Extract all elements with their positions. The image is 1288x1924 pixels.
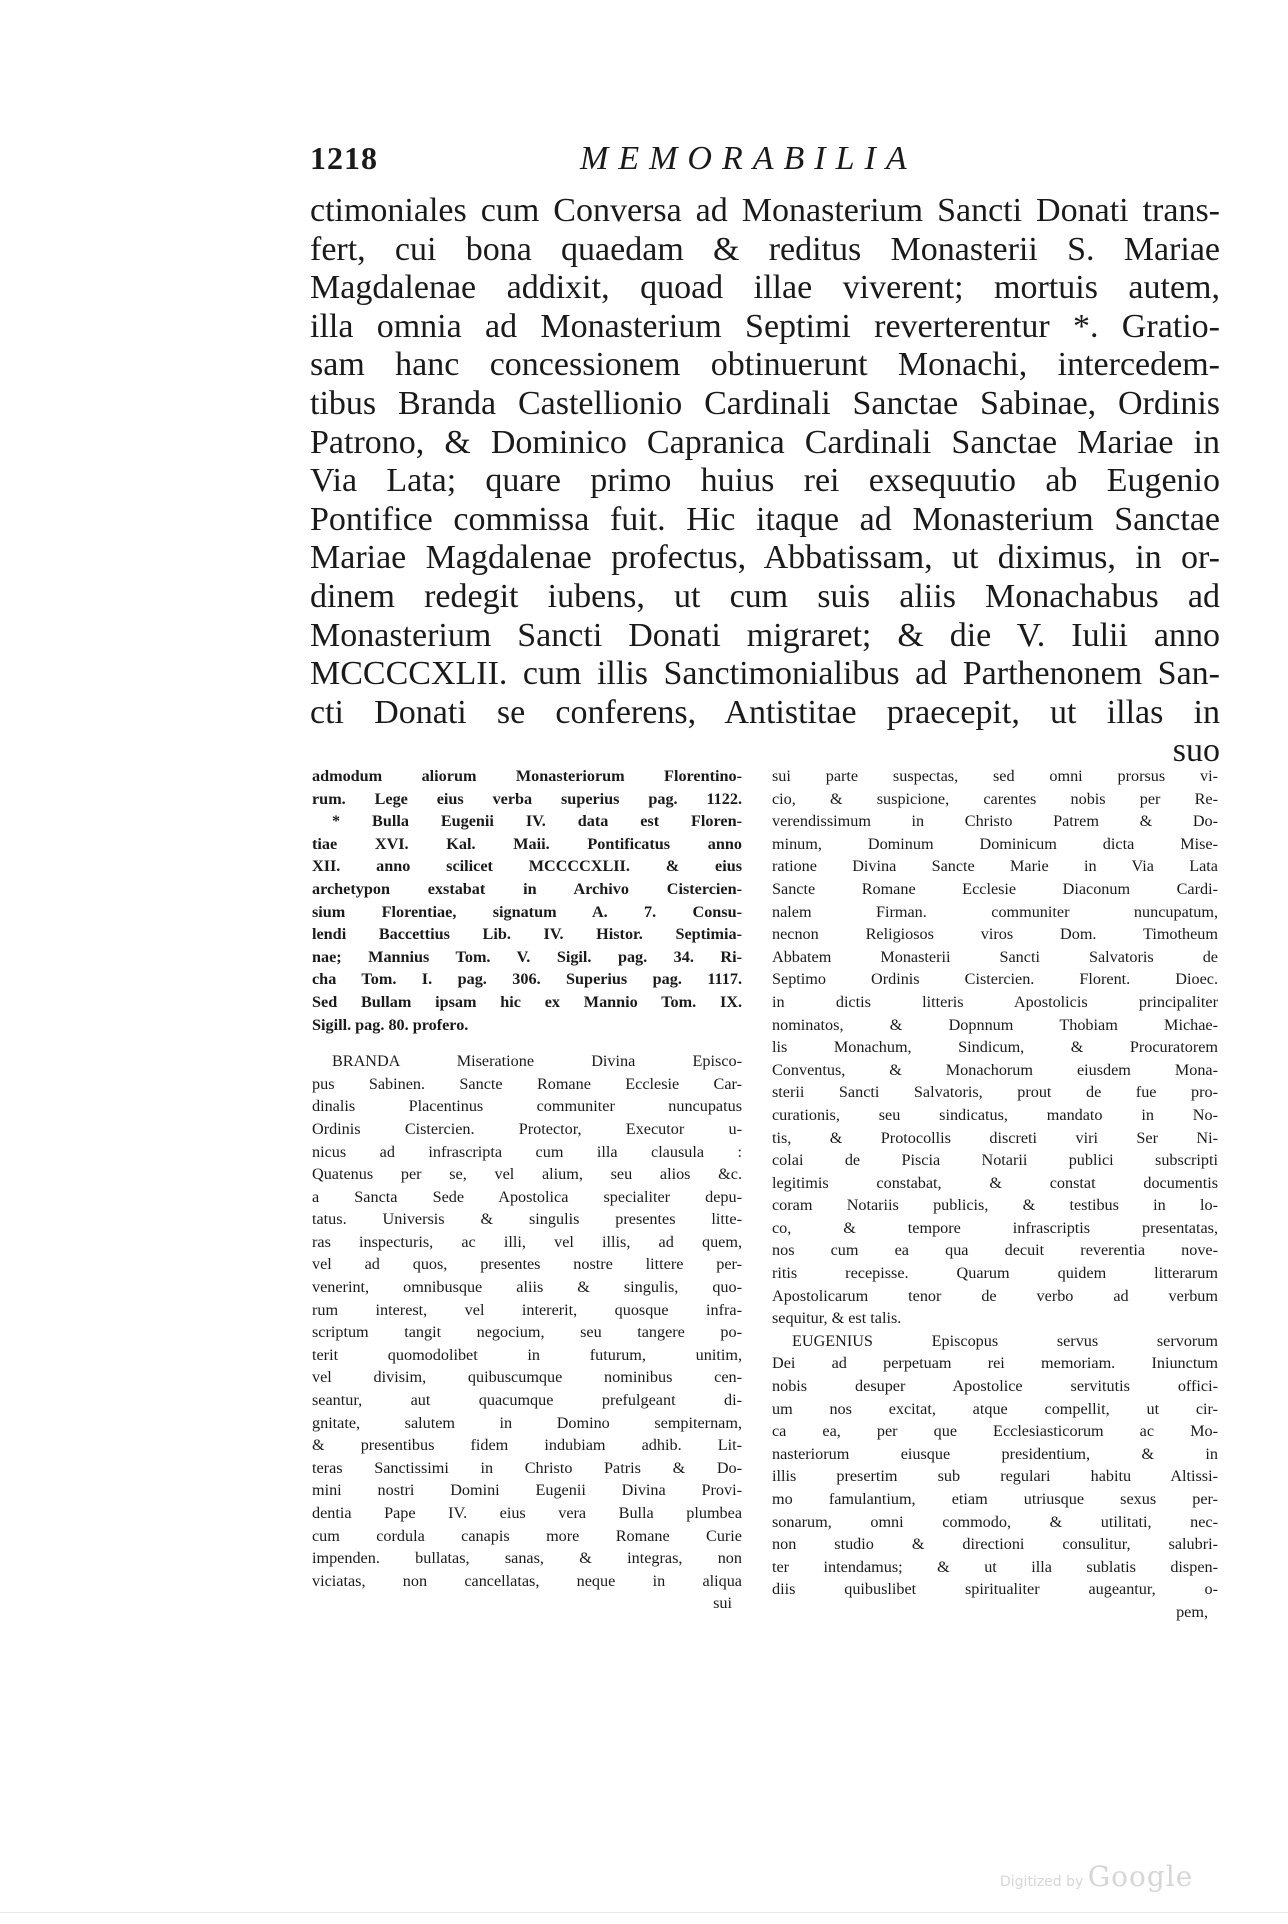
watermark-prefix: Digitized by [1000, 1874, 1084, 1890]
document-line: nos cum ea qua decuit reverentia nove- [772, 1241, 1218, 1260]
footnote-line: Sed Bullam ipsam hic ex Mannio Tom. IX. [312, 992, 742, 1011]
document-line: a Sancta Sede Apostolica specialiter depu- [312, 1187, 742, 1206]
main-text-line: Magdalenae addixit, quoad illae viverent; mortuis autem, [310, 269, 1220, 307]
document-line: um nos excitat, atque compellit, ut cir- [772, 1399, 1218, 1418]
footnote-line: cha Tom. I. pag. 306. Superius pag. 1117. [312, 970, 742, 989]
document-line: ter intendamus; & ut illa sublatis dispen- [772, 1557, 1218, 1576]
document-line: gnitate, salutem in Domino sempiternam, [312, 1413, 742, 1432]
document-line: ritis recepisse. Quarum quidem litterarum [772, 1264, 1218, 1283]
main-text-line: cti Donati se conferens, Antistitae praecepit, ut illas in [310, 693, 1220, 731]
footnotes-left-column [312, 765, 742, 1615]
document-line: ca ea, per que Ecclesiasticorum ac Mo- [772, 1422, 1218, 1441]
document-line: cum cordula canapis more Romane Curie [312, 1526, 742, 1545]
main-text-line: illa omnia ad Monasterium Septimi reverterentur *. Gratio- [310, 307, 1220, 345]
footnote-line: rum. Lege eius verba superius pag. 1122. [312, 789, 742, 808]
main-text-line: sam hanc concessionem obtinuerunt Monachi, intercedem- [310, 346, 1220, 384]
document-line: dinalis Placentinus communiter nuncupatus [312, 1097, 742, 1116]
catchword: sui [713, 1594, 732, 1613]
document-line: ras inspecturis, ac illi, vel illis, ad quem, [312, 1232, 742, 1251]
main-text-line: dinem redegit iubens, ut cum suis aliis Monachabus ad [310, 577, 1220, 615]
main-text-line: Patrono, & Dominico Capranica Cardinali Sanctae Mariae in [310, 423, 1220, 461]
footnote-line: lendi Baccettius Lib. IV. Histor. Septimia- [312, 925, 742, 944]
document-line: nasteriorum eiusque presidentium, & in [772, 1444, 1218, 1463]
document-line: colai de Piscia Notarii publici subscripti [772, 1151, 1218, 1170]
document-line: venerint, omnibusque aliis & singulis, quo- [312, 1278, 742, 1297]
footnotes-right-column [772, 765, 1218, 1624]
document-line: nobis desuper Apostolice servitutis offici- [772, 1377, 1218, 1396]
running-title: MEMORABILIA [580, 140, 917, 177]
document-line: verendissimum in Christo Patrem & Do- [772, 812, 1218, 831]
document-line: sterii Sancti Salvatoris, prout de fue pro- [772, 1083, 1218, 1102]
document-line: & presentibus fidem indubiam adhib. Lit- [312, 1436, 742, 1455]
document-line: illis presertim sub regulari habitu Altissi- [772, 1467, 1218, 1486]
document-line: legitimis constabat, & constat documentis [772, 1173, 1218, 1192]
document-line: Quatenus per se, vel alium, seu alios &c. [312, 1165, 742, 1184]
google-logo: Google [1087, 1860, 1194, 1893]
document-line: BRANDA Miseratione Divina Episco- [332, 1052, 742, 1071]
document-line: necnon Religiosos viros Dom. Timotheum [772, 925, 1218, 944]
document-line: curationis, seu sindicatus, mandato in No- [772, 1105, 1218, 1124]
document-line: tis, & Protocollis discreti viri Ser Ni- [772, 1128, 1218, 1147]
document-line: dentia Pape IV. eius vera Bulla plumbea [312, 1504, 742, 1522]
footnote-line: Sigill. pag. 80. profero. [312, 1015, 469, 1034]
document-line: EUGENIUS Episcopus servus servorum [792, 1331, 1218, 1350]
document-line: cio, & suspicione, carentes nobis per Re- [772, 789, 1218, 808]
document-line: tatus. Universis & singulis presentes litte- [312, 1210, 742, 1229]
document-line: rum interest, vel intererit, quosque infra- [312, 1300, 742, 1319]
document-line: sonarum, omni commodo, & utilitati, nec- [772, 1512, 1218, 1531]
footnote-line: sium Florentiae, signatum A. 7. Consu- [312, 902, 742, 921]
document-line: ratione Divina Sancte Marie in Via Lata [772, 857, 1218, 876]
footnote-line: * Bulla Eugenii IV. data est Floren- [332, 812, 742, 831]
main-text-block [310, 192, 1220, 771]
main-text-line: Mariae Magdalenae profectus, Abbatissam, ut diximus, in or- [310, 539, 1220, 577]
document-line: impenden. bullatas, sanas, & integras, non [312, 1549, 742, 1568]
main-text-line: Pontifice commissa fuit. Hic itaque ad Monasterium Sanctae [310, 500, 1220, 538]
document-line: vel ad quos, presentes nostre littere per- [312, 1255, 742, 1274]
document-line: Conventus, & Monachorum eiusdem Mona- [772, 1060, 1218, 1079]
document-line: coram Notariis publicis, & testibus in lo- [772, 1196, 1218, 1215]
main-text-line: tibus Branda Castellionio Cardinali Sanctae Sabinae, Ordinis [310, 384, 1220, 422]
document-line: diis quibuslibet spiritualiter augeantur, o- [772, 1580, 1218, 1599]
document-line: vel divisim, quibuscumque nominibus cen- [312, 1368, 742, 1387]
main-text-line: MCCCCXLII. cum illis Sanctimonialibus ad Parthenonem San- [310, 655, 1220, 693]
document-line: Apostolicarum tenor de verbo ad verbum [772, 1286, 1218, 1305]
footnote-line: archetypon exstabat in Archivo Cistercien- [312, 879, 742, 898]
footnote-line: admodum aliorum Monasteriorum Florentino- [312, 767, 742, 785]
document-line: sequitur, & est talis. [772, 1309, 902, 1328]
document-line: scriptum tangit negocium, seu tangere po- [312, 1323, 742, 1342]
document-line: minum, Dominum Dominicum dicta Mise- [772, 834, 1218, 853]
document-line: in dictis litteris Apostolicis principaliter [772, 992, 1218, 1011]
catchword: pem, [1176, 1602, 1208, 1621]
document-line: Sancte Romane Ecclesie Diaconum Cardi- [772, 879, 1218, 898]
document-line: viciatas, non cancellatas, neque in aliqua [312, 1571, 742, 1590]
document-line: non studio & directioni consulitur, salubri- [772, 1535, 1218, 1554]
document-line: Dei ad perpetuam rei memoriam. Iniunctum [772, 1354, 1218, 1373]
document-line: mo famulantium, etiam utriusque sexus per- [772, 1490, 1218, 1508]
document-line: sui parte suspectas, sed omni prorsus vi- [772, 767, 1218, 785]
scan-edge-line [0, 1912, 1288, 1913]
document-line: nalem Firman. communiter nuncupatum, [772, 902, 1218, 921]
footnote-line: nae; Mannius Tom. V. Sigil. pag. 34. Ri- [312, 947, 742, 966]
document-line: terit quomodolibet in futurum, unitim, [312, 1345, 742, 1364]
footnote-line: XII. anno scilicet MCCCCXLII. & eius [312, 857, 742, 876]
catchword: suo [1172, 732, 1220, 770]
document-line: mini nostri Domini Eugenii Divina Provi- [312, 1481, 742, 1500]
main-text-line: fert, cui bona quaedam & reditus Monasterii S. Mariae [310, 230, 1220, 268]
digitized-watermark [1000, 1860, 1193, 1893]
main-text-line: ctimoniales cum Conversa ad Monasterium Sancti Donati trans- [310, 192, 1220, 229]
document-line: teras Sanctissimi in Christo Patris & Do- [312, 1458, 742, 1477]
document-line: lis Monachum, Sindicum, & Procuratorem [772, 1038, 1218, 1057]
document-line: nicus ad infrascripta cum illa clausula : [312, 1142, 742, 1161]
document-line: nominatos, & Dopnnum Thobiam Michae- [772, 1015, 1218, 1034]
main-text-line: Monasterium Sancti Donati migraret; & die V. Iulii anno [310, 616, 1220, 654]
document-line: Septimo Ordinis Cistercien. Florent. Dioec. [772, 970, 1218, 989]
main-text-line: Via Lata; quare primo huius rei exsequutio ab Eugenio [310, 462, 1220, 500]
document-line: Abbatem Monasterii Sancti Salvatoris de [772, 947, 1218, 966]
page-header [310, 140, 970, 184]
page-number: 1218 [310, 140, 378, 176]
footnote-line: tiae XVI. Kal. Maii. Pontificatus anno [312, 834, 742, 853]
document-line: pus Sabinen. Sancte Romane Ecclesie Car- [312, 1074, 742, 1093]
document-line: seantur, aut quacumque prefulgeant di- [312, 1391, 742, 1410]
document-line: co, & tempore infrascriptis presentatas, [772, 1218, 1218, 1237]
document-line: Ordinis Cistercien. Protector, Executor u- [312, 1119, 742, 1138]
